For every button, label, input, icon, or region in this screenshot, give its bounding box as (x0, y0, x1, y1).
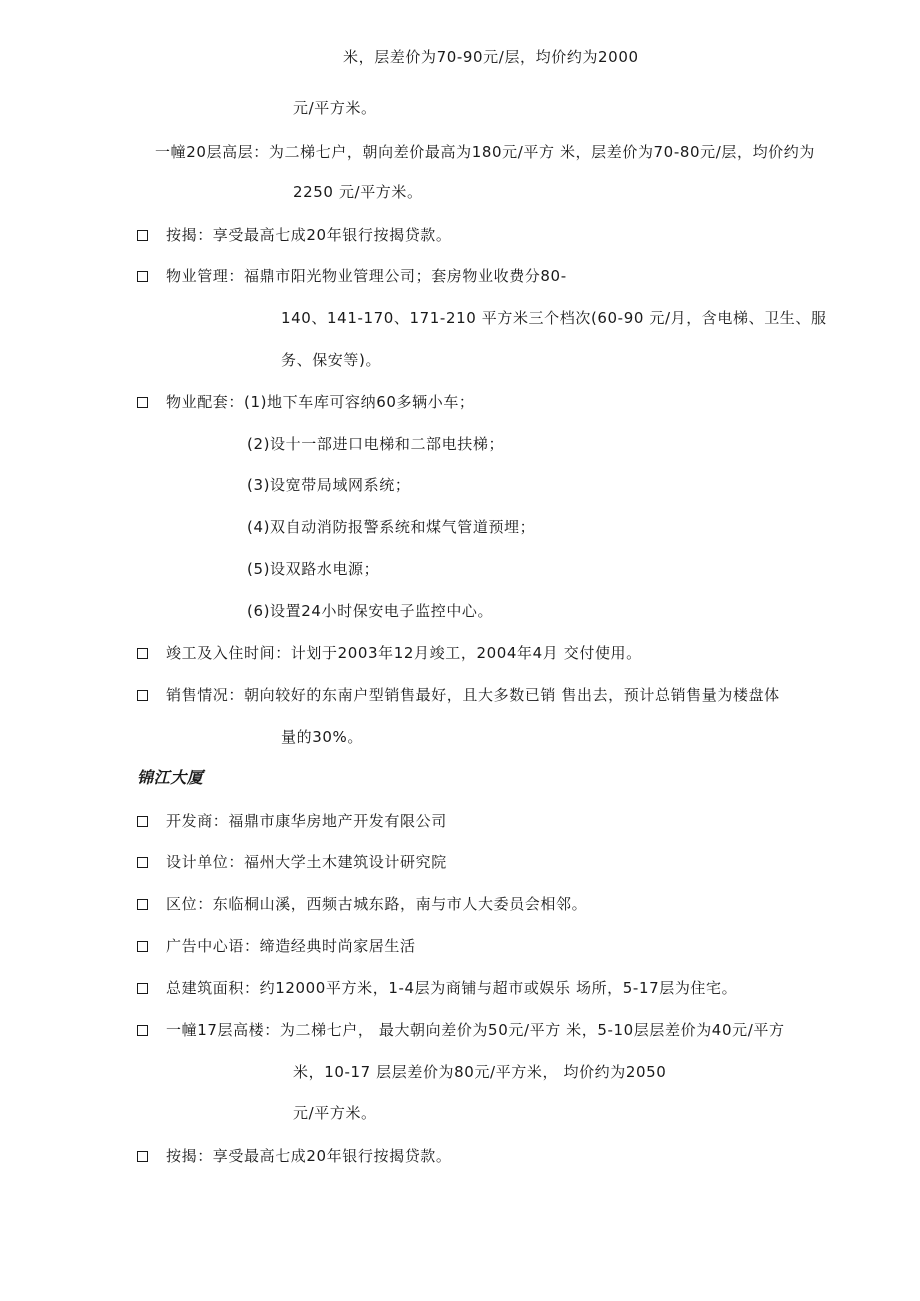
checkbox-icon (137, 690, 148, 701)
text-line: 一幢17层高楼：为二梯七户， 最大朝向差价为50元/平方 米，5-10层层差价为40元/平方 (166, 1021, 785, 1039)
text-line: 米，10-17 层层差价为80元/平方米， 均价约为2050 (293, 1063, 667, 1081)
checkbox-icon (137, 397, 148, 408)
text-line: 物业管理：福鼎市阳光物业管理公司；套房物业收费分80- (166, 267, 567, 285)
text-line: (4)双自动消防报警系统和煤气管道预埋； (247, 518, 536, 536)
text-line: 元/平方米。 (293, 1104, 377, 1122)
text-line: 按揭：享受最高七成20年银行按揭贷款。 (166, 226, 452, 244)
text-line: 销售情况：朝向较好的东南户型销售最好，且大多数已销 售出去，预计总销售量为楼盘体 (166, 686, 780, 704)
text-line: 米，层差价为70-90元/层，均价约为2000 (343, 48, 639, 66)
text-line: (3)设宽带局域网系统； (247, 476, 411, 494)
checkbox-icon (137, 1151, 148, 1162)
checkbox-icon (137, 816, 148, 827)
checkbox-icon (137, 941, 148, 952)
checkbox-icon (137, 857, 148, 868)
checkbox-icon (137, 230, 148, 241)
checkbox-icon (137, 648, 148, 659)
text-line: 区位：东临桐山溪，西频古城东路，南与市人大委员会相邻。 (166, 895, 588, 913)
checkbox-icon (137, 983, 148, 994)
text-line: 竣工及入住时间：计划于2003年12月竣工，2004年4月 交付使用。 (166, 644, 642, 662)
checkbox-icon (137, 271, 148, 282)
text-line: 量的30%。 (281, 728, 363, 746)
checkbox-icon (137, 1025, 148, 1036)
text-line: (5)设双路水电源； (247, 560, 380, 578)
section-heading: 锦江大厦 (137, 768, 204, 787)
text-line: 按揭：享受最高七成20年银行按揭贷款。 (166, 1147, 452, 1165)
text-line: 一幢20层高层：为二梯七户，朝向差价最高为180元/平方 米，层差价为70-80元/层，均价约为 (155, 143, 815, 161)
text-line: 物业配套：(1)地下车库可容纳60多辆小车； (166, 393, 475, 411)
text-line: 务、保安等)。 (281, 351, 382, 369)
text-line: 开发商：福鼎市康华房地产开发有限公司 (166, 812, 447, 830)
text-line: (2)设十一部进口电梯和二部电扶梯； (247, 435, 505, 453)
text-line: 2250 元/平方米。 (293, 183, 423, 201)
text-line: 元/平方米。 (293, 99, 377, 117)
text-line: (6)设置24小时保安电子监控中心。 (247, 602, 494, 620)
text-line: 设计单位：福州大学土木建筑设计研究院 (166, 853, 447, 871)
text-line: 140、141-170、171-210 平方米三个档次(60-90 元/月，含电梯、卫生、服 (281, 309, 827, 327)
text-line: 广告中心语：缔造经典时尚家居生活 (166, 937, 416, 955)
checkbox-icon (137, 899, 148, 910)
text-line: 总建筑面积：约12000平方米，1-4层为商铺与超市或娱乐 场所，5-17层为住宅。 (166, 979, 738, 997)
